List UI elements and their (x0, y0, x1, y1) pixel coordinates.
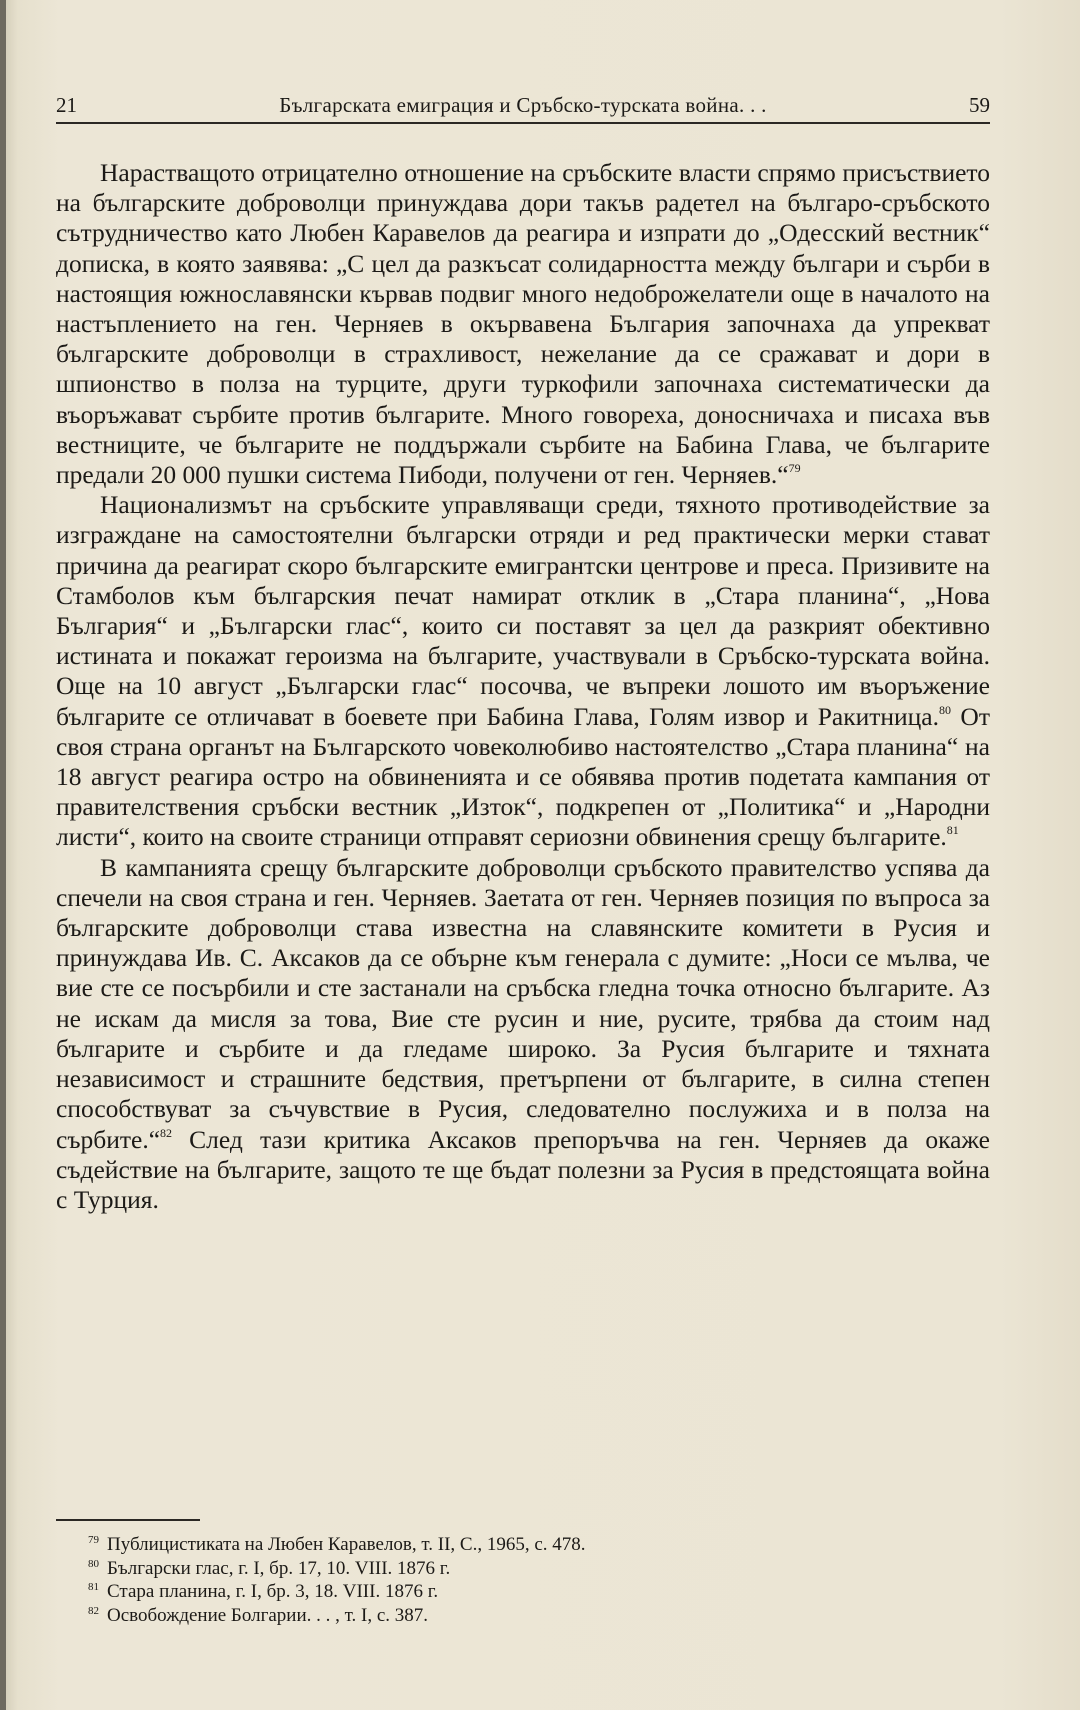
footnote-item (88, 1533, 948, 1557)
running-header (56, 88, 990, 122)
footnote-number: 80 (88, 1557, 99, 1570)
main-text (56, 158, 990, 1215)
paragraph-2 (56, 490, 990, 852)
footnote-rule (56, 1519, 200, 1521)
paragraph-3 (56, 853, 990, 1215)
footnote-number: 81 (88, 1581, 99, 1593)
footnote-text: Публицистиката на Любен Каравелов, т. II, С., 1965, с. 478. (107, 1534, 586, 1555)
paragraph-text: В кампанията срещу българските доброволци сръбското правителство успява да спечели на своя страна и ген. Черняев. Заетата от ген. Черняев позиция по въпроса за българските доброволци става известна на славянските комитети в Русия и принуждава Ив. С. Аксаков да се обърне към генерала с думите: „Носи се мълва, че вие сте се посърбили и сте застанали на сръбска гледна точка относно българите. Аз не искам да мисля за това, Вие сте русин и ние, руситe, трябва да стоим над българите и сърбите и да гледаме широко. За Русия българите и тяхната независимост и страшните бедствия, претърпени от българите, в силна степен способствуват за съчувствие в Русия, следователно послужиха и в полза на сърбите.“ (56, 852, 990, 1154)
paragraph-text-tail: От своя страна органът на Българското човеколюбиво настоятелство „Стара планина“ на 18 август реагира остро на обвиненията и се обявява против подетата кампания от правителствения сръбски вестник „Изток“, подкрепен от „Политика“ и „Народни листи“, които на своите страници отправят сериозни обвинения срещу българите. (56, 701, 990, 852)
paragraph-text: Национализмът на сръбските управляващи среди, тяхното противодействие за изграждане на самостоятелни български отряди и ред практически мерки стават причина да реагират скоро българските емигрантски центрове и преса. Призивите на Стамболов към българския печат намират отклик в „Стара планина“, „Нова България“ и „Български глас“, които си поставят за цел да разкрият обективно истината и покажат героизма на българите, участвували в Сръбско-турската война. Още на 10 август „Български глас“ посочва, че въпреки лошото им въоръжение българите се отличават в боевете при Бабина Глава, Голям извор и Ракитница. (56, 490, 990, 731)
footnote-ref-82: 82 (160, 1125, 173, 1140)
footnote-item (88, 1580, 948, 1604)
footnote-ref-80: 80 (939, 702, 951, 717)
footnote-text: Освобождение Болгарии. . . , т. I, с. 387. (107, 1604, 429, 1626)
footnote-text: Стара планина, г. I, бр. 3, 18. VIII. 1876 г. (107, 1581, 439, 1602)
footnote-number: 79 (88, 1534, 99, 1546)
page-number: 59 (969, 93, 990, 117)
running-title: Българската емиграция и Сръбско-турската война. . . (279, 93, 767, 117)
paragraph-text: Нарастващото отрицателно отношение на сръбските власти спрямо присъствието на българските доброволци принуждава дори такъв радетел на българо-сръбското сътрудничество като Любен Каравелов да реагира и изпрати до „Одесский вестник“ дописка, в която заявява: „С цел да разкъсат солидарността между българи и сърби в настоящия южнославянски кървав подвиг много недоброжелатели още в началото на настъплението на ген. Черняев в окървавена България започнаха да упрекват българските доброволци в страхливост, нежелание да се сражават и дори в шпионство в полза на турците, други туркофили започнаха систематически да въоръжават сърбите против българите. Много говореха, доносничаха и писаха във вестниците, че българите не поддържали сърбите на Бабина Глава, че българите предали 20 000 пушки система Пибоди, получени от ген. Черняев.“ (56, 158, 990, 490)
header-rule (56, 122, 990, 124)
footnote-number: 82 (88, 1604, 99, 1617)
footnote-item (88, 1557, 948, 1581)
paragraph-1 (56, 158, 990, 490)
chapter-number: 21 (56, 93, 77, 117)
footnote-text: Български глас, г. I, бр. 17, 10. VIII. 1876 г. (107, 1557, 451, 1579)
footnote-ref-79: 79 (788, 461, 801, 476)
footnote-ref-81: 81 (946, 823, 959, 838)
paragraph-text-tail: След тази критика Аксаков препоръчва на ген. Черняев да окаже съдействие на българите, защото те ще бъдат полезни за Русия в предстоящата война с Турция. (56, 1124, 990, 1214)
footnote-item (88, 1604, 948, 1628)
footnotes (88, 1533, 948, 1627)
book-spine-edge (0, 0, 6, 1710)
